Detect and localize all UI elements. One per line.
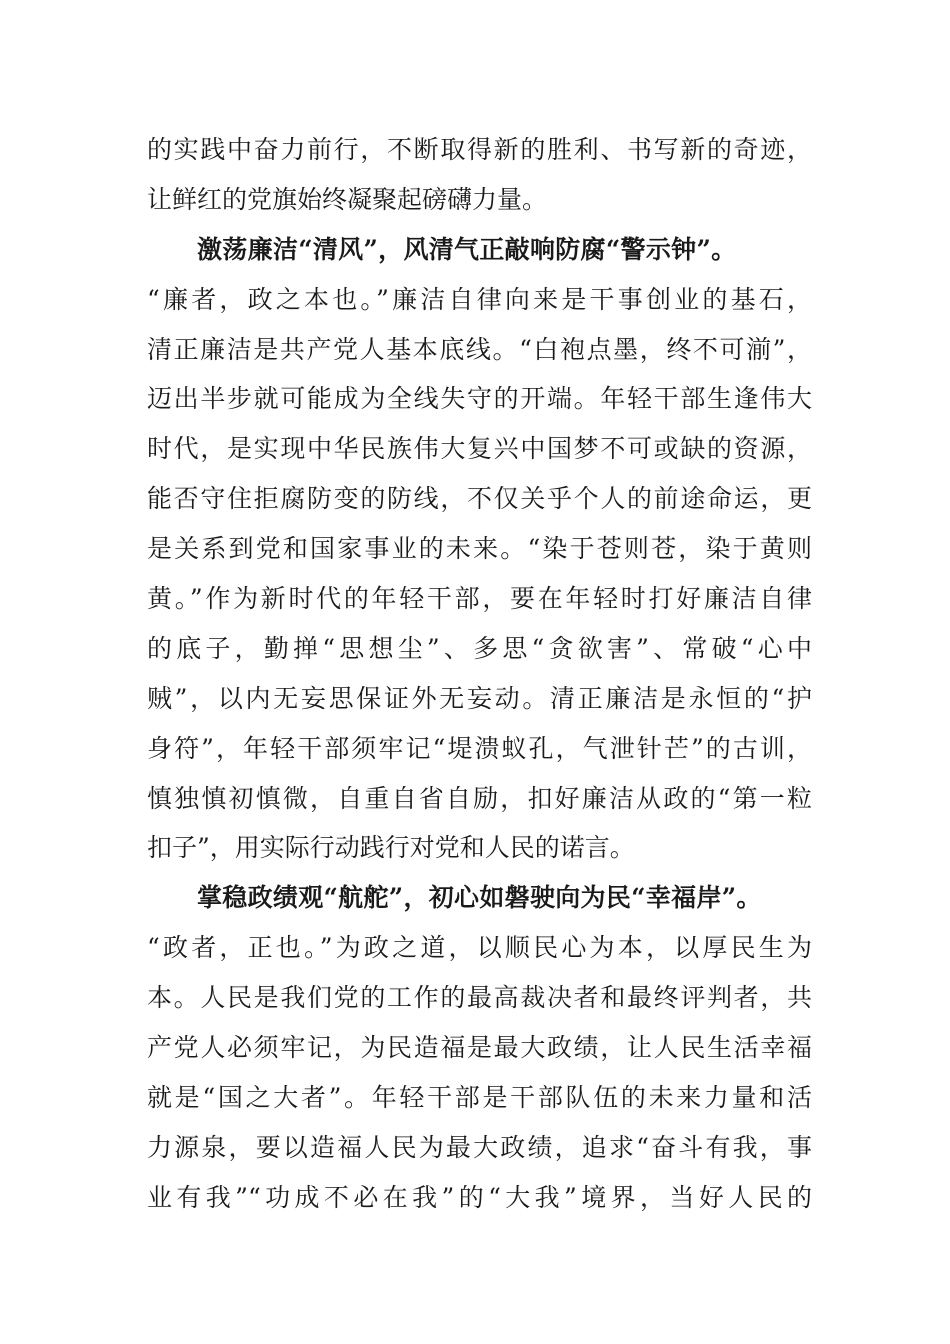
body-line: 力源泉，要以造福人民为最大政绩，追求“奋斗有我，事 [147, 1132, 812, 1162]
body-line: 产党人必须牢记，为民造福是最大政绩，让人民生活幸福 [147, 1033, 812, 1063]
body-line: 扣子”，用实际行动践行对党和人民的诺言。 [147, 833, 635, 863]
body-line: “廉者，政之本也。”廉洁自律向来是干事创业的基石， [147, 284, 812, 314]
body-line: 身符”，年轻干部须牢记“堤溃蚁孔，气泄针芒”的古训， [147, 733, 812, 763]
body-line: 的底子，勤掸“思想尘”、多思“贪欲害”、常破“心中 [147, 633, 812, 663]
body-line: 让鲜红的党旗始终凝聚起磅礴力量。 [147, 184, 548, 214]
body-line: 时代，是实现中华民族伟大复兴中国梦不可或缺的资源， [147, 434, 812, 464]
body-line: 业有我”“功成不必在我”的“大我”境界，当好人民的 [147, 1182, 812, 1212]
body-line: 清正廉洁是共产党人基本底线。“白袍点墨，终不可湔”， [147, 334, 812, 364]
body-line: 是关系到党和国家事业的未来。“染于苍则苍，染于黄则 [147, 534, 812, 564]
body-line: 慎独慎初慎微，自重自省自励，扣好廉洁从政的“第一粒 [147, 783, 812, 813]
section-heading: 激荡廉洁“清风”，风清气正敲响防腐“警示钟”。 [197, 234, 737, 264]
body-line: 的实践中奋力前行，不断取得新的胜利、书写新的奇迹， [147, 135, 812, 164]
body-line: “政者，正也。”为政之道，以顺民心为本，以厚民生为 [147, 933, 812, 963]
body-line: 就是“国之大者”。年轻干部是干部队伍的未来力量和活 [147, 1082, 812, 1112]
body-line: 能否守住拒腐防变的防线，不仅关乎个人的前途命运，更 [147, 484, 812, 514]
body-line: 迈出半步就可能成为全线失守的开端。年轻干部生逢伟大 [147, 384, 812, 414]
body-line: 贼”，以内无妄思保证外无妄动。清正廉洁是永恒的“护 [147, 683, 812, 713]
body-line: 本。人民是我们党的工作的最高裁决者和最终评判者，共 [147, 983, 812, 1013]
body-line: 黄。”作为新时代的年轻干部，要在年轻时打好廉洁自律 [147, 584, 812, 614]
document-body [147, 125, 812, 1223]
section-heading: 掌稳政绩观“航舵”，初心如磐驶向为民“幸福岸”。 [197, 883, 762, 913]
